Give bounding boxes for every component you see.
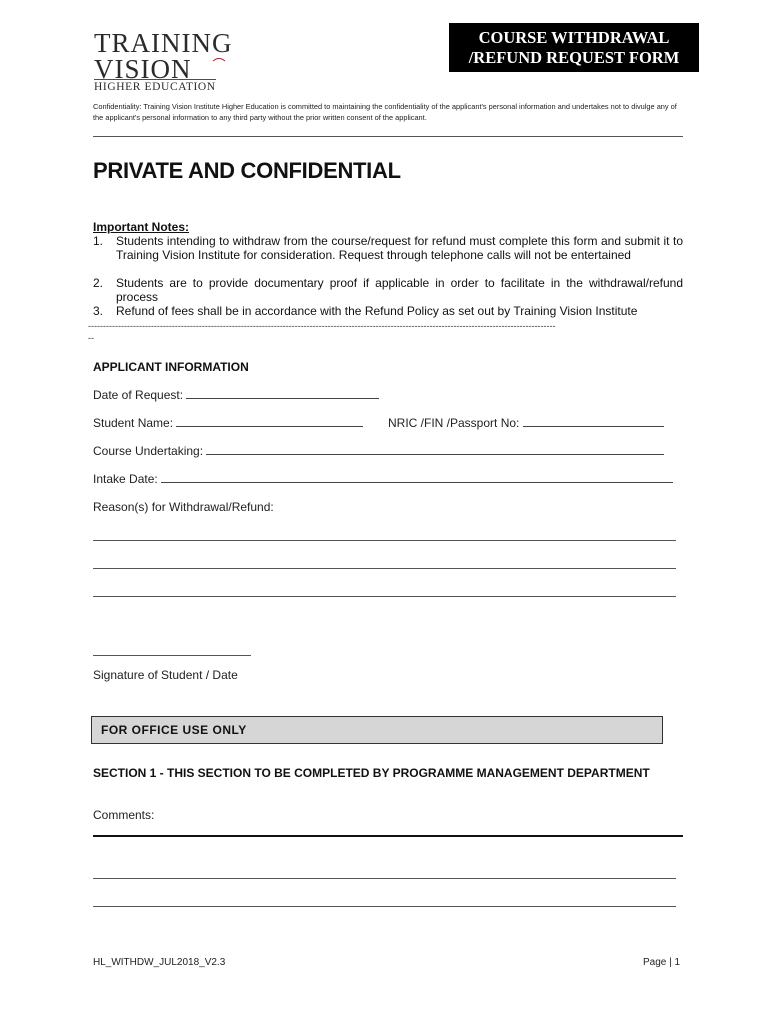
intake-field[interactable]: [161, 472, 673, 483]
header-divider: [93, 136, 683, 137]
nric-field[interactable]: [523, 416, 664, 427]
student-name-label: Student Name:: [93, 416, 174, 430]
form-title-box: [449, 23, 699, 72]
logo-line-2: VISION: [94, 54, 192, 84]
notes-title: Important Notes:: [93, 220, 189, 234]
student-name-field[interactable]: [176, 416, 363, 427]
office-use-banner: FOR OFFICE USE ONLY: [91, 716, 663, 744]
confidentiality-statement: Confidentiality: Training Vision Institute Higher Education is committed to maintaining the confidentiality of the applicant's personal information and undertakes not to divulge any of the applicant's personal information to any third party without the prior written consent of the applicant.: [93, 102, 677, 122]
nric-row: [388, 416, 664, 430]
signature-label: Signature of Student / Date: [93, 668, 238, 682]
date-of-request-row: [93, 388, 379, 402]
page-heading: PRIVATE AND CONFIDENTIAL: [93, 158, 401, 183]
student-name-row: [93, 416, 363, 430]
document-code: HL_WITHDW_JUL2018_V2.3: [93, 957, 226, 968]
logo-line-1: TRAINING: [94, 28, 233, 58]
note-text: Refund of fees shall be in accordance with the Refund Policy as set out by Training Vision Institute: [116, 304, 638, 318]
signature-line[interactable]: [93, 655, 251, 656]
reason-line[interactable]: [93, 596, 676, 597]
note-number: 3.: [93, 304, 104, 318]
course-label: Course Undertaking:: [93, 444, 204, 458]
note-text: Students intending to withdraw from the course/request for refund must complete this form and submit it to Training Vision Institute for consideration. Request through telephone calls will not be entertained: [116, 234, 683, 262]
badge-swoosh-icon: [212, 56, 226, 62]
reason-line[interactable]: [93, 568, 676, 569]
note-item: [93, 304, 683, 318]
form-title-line-1: COURSE WITHDRAWAL: [478, 28, 670, 47]
date-of-request-field[interactable]: [186, 388, 379, 399]
comments-line[interactable]: [93, 906, 676, 907]
course-row: [93, 444, 664, 458]
comments-line[interactable]: [93, 878, 676, 879]
reason-line[interactable]: [93, 540, 676, 541]
note-number: 2.: [93, 276, 104, 290]
dashed-separator: ------------------------------------------------------------------------------------------------------------------------------------------------------------: [88, 321, 556, 331]
form-title-line-2: /REFUND REQUEST FORM: [468, 48, 680, 67]
nric-label: NRIC /FIN /Passport No:: [388, 416, 520, 430]
page-number: Page | 1: [643, 957, 681, 968]
note-item: [93, 234, 683, 262]
section-1-heading: SECTION 1 - THIS SECTION TO BE COMPLETED BY PROGRAMME MANAGEMENT DEPARTMENT: [93, 766, 650, 780]
note-item: [93, 276, 683, 304]
intake-label: Intake Date:: [93, 472, 158, 486]
logo-badge: [204, 56, 234, 63]
comments-label: Comments:: [93, 808, 155, 822]
course-field[interactable]: [206, 444, 664, 455]
dashed-separator-tail: --: [88, 333, 94, 343]
intake-row: [93, 472, 673, 486]
comments-rule: [93, 835, 683, 837]
note-text: Students are to provide documentary proof if applicable in order to facilitate in the withdrawal/refund process: [116, 276, 683, 304]
applicant-section-heading: APPLICANT INFORMATION: [93, 360, 249, 374]
date-of-request-label: Date of Request:: [93, 388, 184, 402]
logo-subtitle: HIGHER EDUCATION: [94, 81, 216, 93]
note-number: 1.: [93, 234, 104, 248]
reason-label: Reason(s) for Withdrawal/Refund:: [93, 500, 274, 514]
